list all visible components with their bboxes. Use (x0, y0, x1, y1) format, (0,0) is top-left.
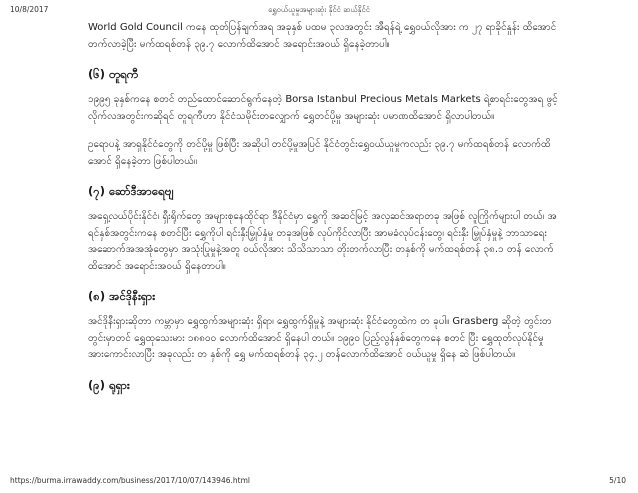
section-paragraph: ၁၉၉၅ ခုနှစ်ကနေ စတင် တည်ထောင်ဆောင်ရွက်နေတဲ့ Borsa Istanbul Precious Metals Markets ရဲ့စာရင်းတွေအရ ဖွင့်လိုက်လအတွင်းကဆိုရင် တူရကီဟာ နိုင်ငံသမိုင်းတလျှောက် ရွှေတင်ပို့မှု အများဆုံး ပမာဏထိအောင် ရှိလာပါတယ်။ (88, 94, 558, 122)
page-url: https://burma.irrawaddy.com/business/2017/10/07/143946.html (10, 476, 250, 485)
print-title: ရွှေဝယ်ယူမှုအများဆုံး နိုင်ငံ ဆယ်နိုင်ငံ (268, 5, 370, 14)
section-heading-indonesia: (၈) အင်ဒိုနီးရှား (88, 289, 156, 303)
section-paragraph: အရှေ့လယ်ပိုင်းနိုင်ငံ၊ ရှီးရိုက်တွေ အများစုနေထိုင်ရာ ဒီနိုင်ငံမှာ ရွှေကို အဆင်မြင့် အလှဆင်အရာတခု အဖြစ် လူကြိုက်များပါ တယ်၊ အရင်နှစ်အတွင်းကနေ စတင်ပြီး ရွှေကိုပါ ရင်းနှီးမြှုပ်နှံမှု တခုအဖြစ် လုပ်ကိုင်လာပြီး အာမခံလုပ်ငန်းတွေ၊ ရင်းနှီး မြှုပ်နှံမှုနဲ့ ဘာသာရေး အဆောက်အအအုံတွေမှာ အသုံးပြုမှုနဲ့အတူ ဝယ်လိုအား သိသိသာသာ တိုးတက်လာပြီး တနှစ်ကို မက်ထရစ်တန် ၃၈.၁ တန် လောက်ထိအောင် အရောင်းအဝယ် ရှိနေတာပါ။ (88, 211, 557, 272)
article-body (88, 20, 558, 393)
print-date: 10/8/2017 (10, 5, 49, 14)
section-heading-turkey: (၆) တူရကီ (88, 67, 139, 81)
section-heading-russia: (၉) ရုရှား (88, 377, 130, 392)
print-footer (0, 476, 638, 488)
article-intro: World Gold Council ကနေ ထုတ်ပြန်ချက်အရ အခုနှစ် ပထမ ၃လအတွင်း အီရန်ရဲ့ ရွှေဝယ်လိုအား က ၂၇ ရာခိုင်နှုန်း ထိအောင် တက်လာခဲ့ပြီး မက်ထရစ်တန် ၃၉.၇ လောက်ထိအောင် အရောင်းအဝယ် ရှိနေခဲ့တာပါ။ (88, 22, 557, 50)
print-header (0, 3, 638, 17)
section-paragraph: အင်ဒိုနီးရှားဆိုတာ ကမ္ဘာမှာ ရွှေထွက်အများဆုံး ရှိရာ၊ ရွှေထွက်ရှိမှုနဲ့ အများဆုံး နိုင်ငံတွေထဲက တ ခုပါ။ Grasberg ဆိုတဲ့ တွင်းတတွင်းမှာတင် ရွှေထုသေးမား ၁၈၈၀၀ လောက်ထိအောင် ရှိနေပါ တယ်။ ၁၉၉၀ ပြည့်လွန်နှစ်တွေကနေ စတင် ပြီး ရွှေထုတ်လုပ်နိုင်မှု အားကောင်းလာပြီး အခုလည်း တ နှစ်ကို ရွှေ မက်ထရစ်တန် ၃၄.၂ တန်လောက်ထိအောင် ဝယ်ယူမှု ရှိနေ ဆဲ ဖြစ်ပါတယ်။ (88, 316, 552, 360)
section-heading-saudi-arabia: (၇) ဆော်ဒီအာရေဗျ (88, 184, 174, 198)
section-paragraph: ဥရောပနဲ့ အာရှနိုင်ငံတွေကို တင်ပို့မှု ဖြစ်ပြီး အဆိုပါ တင်ပို့မှုအပြင် နိုင်ငံတွင်းရွှေဝယ်ယူမှုကလည်း ၃၉.၇ မက်ထရစ်တန် လောက်ထိအောင် ရှိနေခဲ့တာ ဖြစ်ပါတယ်။ (88, 139, 551, 167)
page-number: 5/10 (609, 476, 626, 485)
